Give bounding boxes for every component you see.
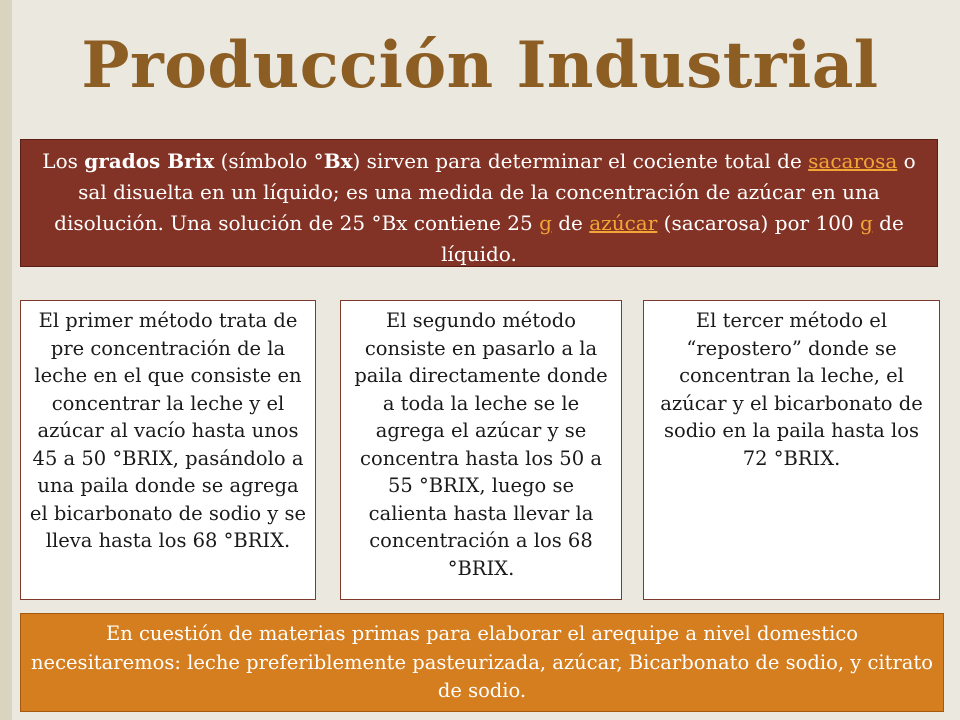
method-text-1: El primer método trata de pre concentración de la leche en el que consiste en concentrar la leche y el azúcar al vacío hasta unos 45 a 50 °BRIX, pasándolo a una paila donde se agrega el bicarbonato de sodio y se lleva hasta los 68 °BRIX. [29,309,307,552]
link-gramo-1[interactable]: g [539,211,552,235]
link-gramo-2[interactable]: g [860,211,873,235]
brix-definition-box [20,139,938,267]
slide-title: Producción Industrial [81,28,879,103]
method-box-1 [20,300,316,600]
link-sacarosa[interactable]: sacarosa [808,149,898,173]
method-text-2: El segundo método consiste en pasarlo a la paila directamente donde a toda la leche se le agrega el azúcar y se concentra hasta los 50 a 55 °BRIX, luego se calienta hasta llevar la concentración a los 68 °BRIX. [354,309,608,580]
definition-text: de [551,211,590,235]
method-box-2 [340,300,622,600]
link-azucar[interactable]: azúcar [589,211,658,235]
method-text-3: El tercer método el “repostero” donde se concentran la leche, el azúcar y el bicarbonato de sodio en la paila hasta los 72 °BRIX. [660,309,923,470]
definition-text: de líquido. [441,211,904,266]
definition-bold-term: grados Brix [84,149,215,173]
definition-text: (sacarosa) por 100 [657,211,860,235]
definition-text: ) sirven para determinar el cociente total de [352,149,809,173]
definition-bold-symbol: Bx [323,149,353,173]
definition-text: Los [42,149,85,173]
slide-left-bar [0,0,12,720]
raw-materials-text: En cuestión de materias primas para elaborar el arequipe a nivel domestico necesitaremos: leche preferiblemente pasteurizada, azúcar, Bicarbonato de sodio, y citrato de sodio. [31,622,933,702]
method-box-3 [643,300,940,600]
definition-text: o sal disuelta en un líquido; es una medida de la concentración de azúcar en una disolución. Una solución de 25 °Bx contiene 25 [54,149,916,235]
definition-text: (símbolo ° [214,149,324,173]
raw-materials-box [20,613,944,712]
